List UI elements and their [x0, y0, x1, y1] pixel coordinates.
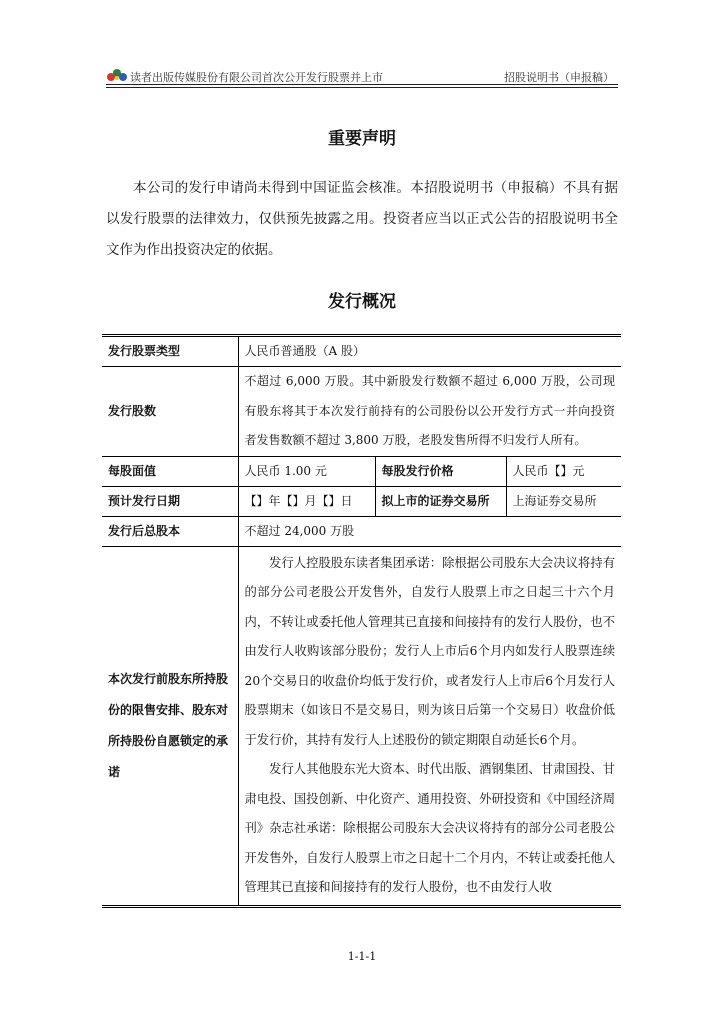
lockup-label: 本次发行前股东所持股份的限售安排、股东对所持股份自愿锁定的承诺	[102, 546, 238, 906]
lockup-commitment-other-shareholders: 发行人其他股东光大资本、时代出版、酒钢集团、甘肃国投、甘肃电投、国投创新、中化资产、通用投资、外研投资和《中国经济周刊》杂志社承诺：除根据公司股东大会决议将持有的部分公司老股公开发售外，自发行人股票上市之日起十二个月内，不转让或委托他人管理其已直接和间接持有的发行人股份，也不由发行人收	[244, 762, 615, 894]
issue-price-label: 每股发行价格	[375, 456, 506, 486]
lockup-commitment-controlling-shareholder: 发行人控股股东读者集团承诺：除根据公司股东大会决议将持有的部分公司老股公开发售外，自发行人股票上市之日起三十六个月内，不转让或委托他人管理其已直接和间接持有的发行人股份，也不由发行人收购该部分股份；发行人上市后6个月内如发行人股票连续20个交易日的收盘价均低于发行价，或者发行人上市后6个月发行人股票期末（如该日不是交易日，则为该日后第一个交易日）收盘价低于发行价，其持有发行人上述股份的锁定期限自动延长6个月。	[244, 555, 615, 747]
table-row	[102, 546, 621, 906]
section-title-important-statement: 重要声明	[328, 129, 396, 149]
stock-type-value: 人民币普通股（A 股）	[238, 336, 621, 367]
page-header	[106, 66, 618, 85]
table-row	[102, 486, 621, 516]
table-row	[102, 516, 621, 546]
total-shares-label: 发行后总股本	[102, 516, 238, 546]
table-row	[102, 456, 621, 486]
exchange-label: 拟上市的证券交易所	[375, 486, 506, 516]
par-value-value: 人民币 1.00 元	[238, 456, 375, 486]
issue-overview-table	[102, 334, 621, 908]
issue-shares-value: 不超过 6,000 万股。其中新股发行数额不超过 6,000 万股，公司现有股东将其于本次发行前持有的公司股份以公开发行方式一并向投资者发售数额不超过 3,800 万股，老股发售所得不归发行人所有。	[238, 367, 621, 457]
issue-date-label: 预计发行日期	[102, 486, 238, 516]
issue-shares-label: 发行股数	[102, 367, 238, 457]
issue-price-value: 人民币【】元	[506, 456, 621, 486]
table-row	[102, 367, 621, 457]
issue-date-value: 【】年【】月【】日	[238, 486, 375, 516]
stock-type-label: 发行股票类型	[102, 336, 238, 367]
company-logo-icon	[106, 68, 128, 82]
header-rule	[106, 87, 618, 88]
lockup-commitment-cell	[238, 546, 621, 906]
section-title-issue-overview: 发行概况	[328, 292, 396, 312]
important-statement-body: 本公司的发行申请尚未得到中国证监会核准。本招股说明书（申报稿）不具有据以发行股票的法律效力，仅供预先披露之用。投资者应当以正式公告的招股说明书全文作为作出投资决定的依据。	[106, 180, 618, 258]
table-row	[102, 336, 621, 367]
par-value-label: 每股面值	[102, 456, 238, 486]
exchange-value: 上海证券交易所	[506, 486, 621, 516]
header-document-type: 招股说明书（申报稿）	[504, 71, 614, 84]
page-number: 1-1-1	[347, 950, 377, 963]
header-company-title: 读者出版传媒股份有限公司首次公开发行股票并上市	[130, 71, 383, 84]
total-shares-value: 不超过 24,000 万股	[238, 516, 621, 546]
